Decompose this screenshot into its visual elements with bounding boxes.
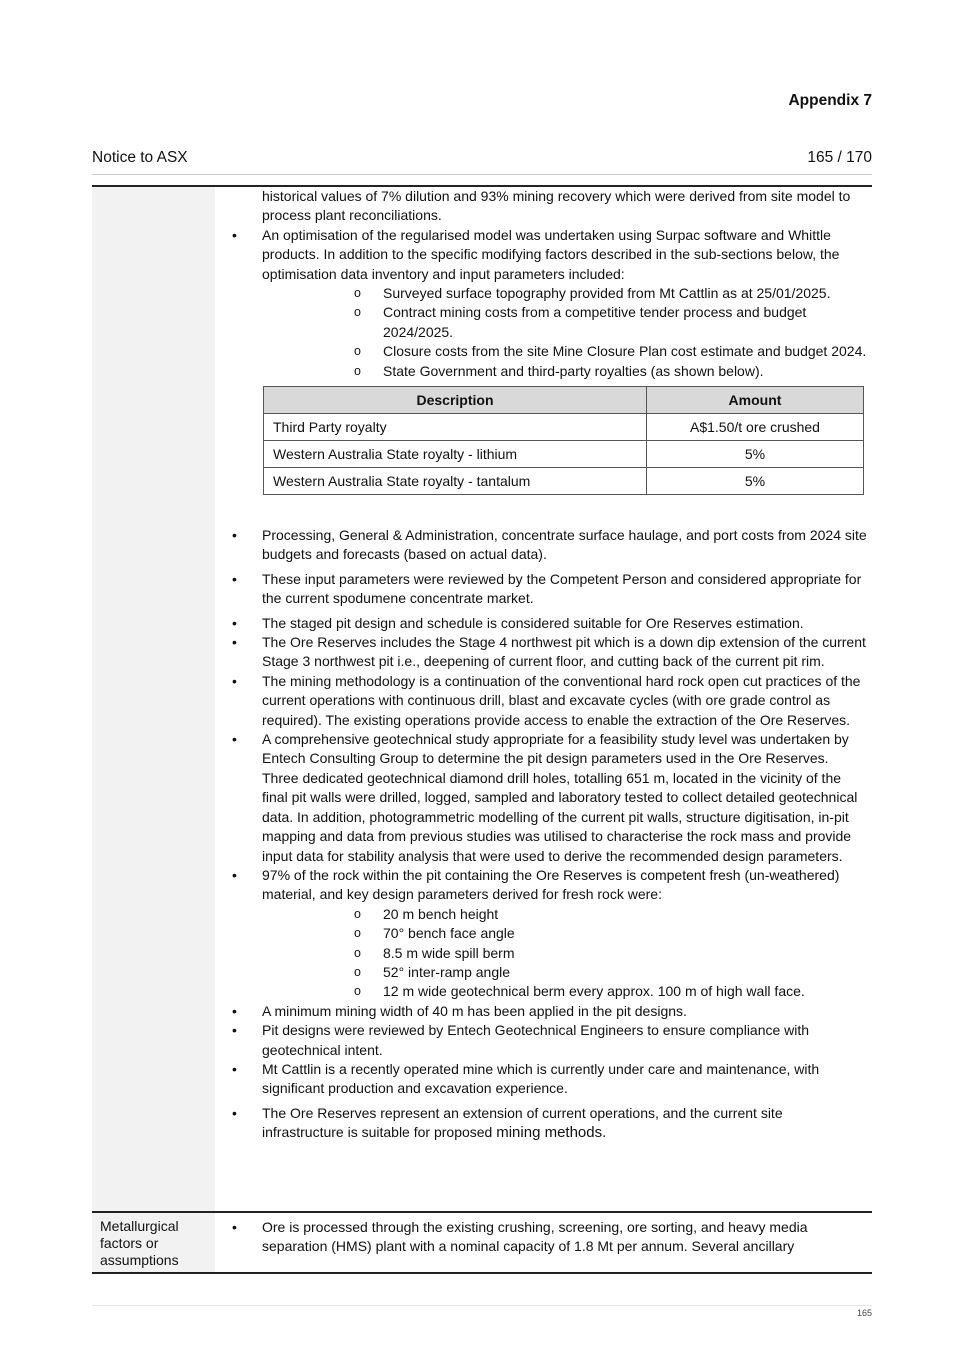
page-count: 165 / 170 [807, 149, 872, 166]
content-block-1 [232, 187, 868, 381]
list-item: o 20 m bench height [383, 905, 868, 924]
cell-amount: 5% [647, 441, 864, 468]
list-item: • Processing, General & Administration, concentrate surface haulage, and port costs from 2024 site budgets and forecasts (based on actual data). [232, 526, 868, 565]
cell-description: Third Party royalty [264, 414, 647, 441]
last-bullet-text: The Ore Reserves represent an extension of current operations, and the current site infrastructure is suitable for proposed [262, 1104, 783, 1141]
list-item: o Surveyed surface topography provided from Mt Cattlin as at 25/01/2025. [383, 284, 868, 303]
optimisation-text: An optimisation of the regularised model was undertaken using Surpac software and Whittle products. In addition to the specific modifying factors described in the sub-sections below, the optimisation data inventory and input parameters included: [262, 226, 840, 282]
list-item: • A minimum mining width of 40 m has been applied in the pit designs. [232, 1002, 868, 1021]
list-item: o State Government and third-party royalties (as shown below). [383, 362, 868, 381]
list-item: o 52° inter-ramp angle [383, 963, 868, 982]
table-row [264, 441, 864, 468]
list-item [232, 866, 868, 1002]
last-bullet-text-end: mining methods. [496, 1124, 607, 1142]
design-parameters-list [262, 905, 868, 1002]
fresh-rock-text: 97% of the rock within the pit containing the Ore Reserves is competent fresh (un-weathered) material, and key design parameters derived for fresh rock were: [262, 866, 840, 903]
list-item: • Ore is processed through the existing crushing, screening, ore sorting, and heavy media separation (HMS) plant with a nominal capacity of 1.8 Mt per annum. Several ancillary [232, 1218, 868, 1257]
table-row [264, 414, 864, 441]
content-block-2 [232, 526, 868, 1143]
list-item: o Closure costs from the site Mine Closure Plan cost estimate and budget 2024. [383, 342, 868, 361]
table-header-row [264, 387, 864, 414]
column-header-amount: Amount [647, 387, 864, 414]
list-item: • Mt Cattlin is a recently operated mine which is currently under care and maintenance, with significant production and excavation experience. [232, 1060, 868, 1099]
footer-rule [92, 1305, 872, 1306]
footer-page-number: 165 [856, 1308, 872, 1318]
list-item: o Contract mining costs from a competitive tender process and budget 2024/2025. [383, 303, 868, 342]
header-rule [92, 174, 872, 175]
list-item: • A comprehensive geotechnical study appropriate for a feasibility study level was undertaken by Entech Consulting Group to determine the pit design parameters used in the Ore Reserves. Three dedicated geotechnical diamond drill holes, totalling 651 m, located in the vicinity of the final pit walls were drilled, logged, sampled and laboratory tested to collect detailed geotechnical data. In addition, photogrammetric modelling of the current pit walls, structure digitisation, in-pit mapping and data from previous studies was utilised to characterise the rock mass and provide input data for stability analysis that were used to derive the recommended design parameters. [232, 730, 868, 866]
list-item: o 70° bench face angle [383, 924, 868, 943]
list-item: o 12 m wide geotechnical berm every approx. 100 m of high wall face. [383, 982, 868, 1001]
continuation-text: historical values of 7% dilution and 93% mining recovery which were derived from site model to process plant reconciliations. [262, 188, 851, 224]
optimisation-list [232, 226, 868, 381]
appendix-title: Appendix 7 [788, 92, 872, 109]
list-item: • The mining methodology is a continuation of the conventional hard rock open cut practices of the current operations with continuous drill, blast and excavate cycles (with ore grade control as required). The existing operations provide access to enable the extraction of the Ore Reserves. [232, 672, 868, 730]
row-separator [92, 1211, 872, 1213]
list-item: • These input parameters were reviewed by the Competent Person and considered appropriate for the current spodumene concentrate market. [232, 570, 868, 609]
left-column-shade [92, 187, 215, 1211]
metallurgical-label: Metallurgical factors or assumptions [100, 1218, 179, 1268]
list-item: o 8.5 m wide spill berm [383, 944, 868, 963]
cell-description: Western Australia State royalty - tantalum [264, 468, 647, 495]
parameters-list [232, 526, 868, 1143]
list-item: • The Ore Reserves includes the Stage 4 northwest pit which is a down dip extension of the current Stage 3 northwest pit i.e., deepening of current floor, and cutting back of the current pit rim. [232, 633, 868, 672]
list-item: • Pit designs were reviewed by Entech Geotechnical Engineers to ensure compliance with geotechnical intent. [232, 1021, 868, 1060]
content-block-3 [232, 1218, 868, 1257]
list-item [232, 1104, 868, 1143]
cell-amount: 5% [647, 468, 864, 495]
royalty-table [263, 386, 864, 495]
table-bottom-rule [92, 1272, 872, 1274]
cell-amount: A$1.50/t ore crushed [647, 414, 864, 441]
notice-title: Notice to ASX [92, 149, 188, 166]
column-header-description: Description [264, 387, 647, 414]
table-row [264, 468, 864, 495]
metallurgical-list [232, 1218, 868, 1257]
input-parameters-list [262, 284, 868, 381]
list-item [232, 226, 868, 381]
cell-description: Western Australia State royalty - lithium [264, 441, 647, 468]
list-item: • The staged pit design and schedule is considered suitable for Ore Reserves estimation. [232, 614, 868, 633]
